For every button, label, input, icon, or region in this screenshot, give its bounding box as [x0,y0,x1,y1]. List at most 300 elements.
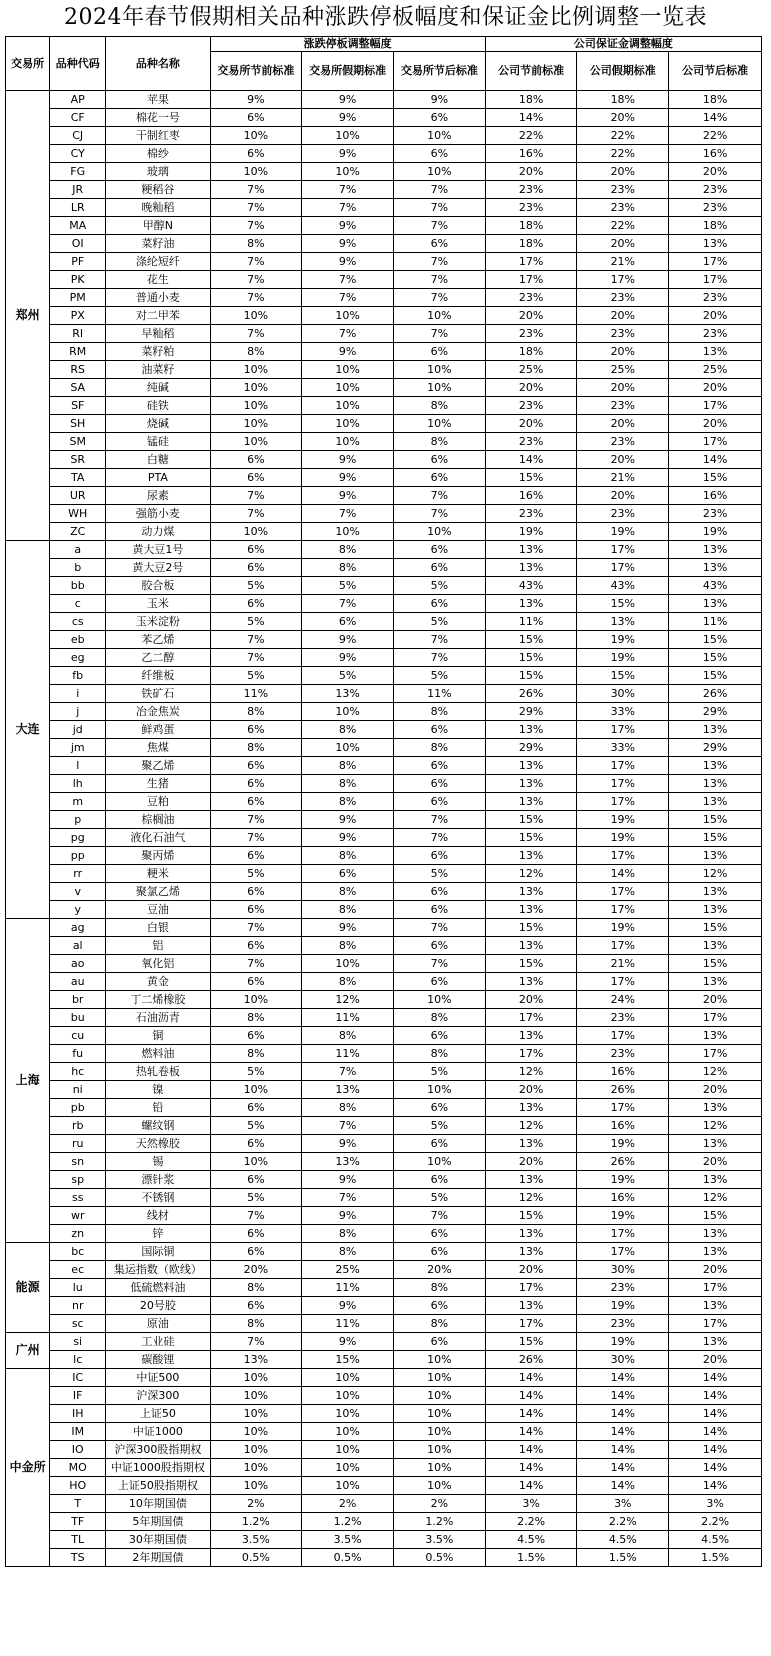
company-pre-cell: 29% [485,703,577,721]
company-holiday-cell: 19% [577,1333,669,1351]
code-cell: TS [50,1549,106,1567]
header-name: 品种名称 [106,37,210,91]
exchange-pre-cell: 8% [210,739,302,757]
table-body [6,91,762,1567]
company-post-cell: 29% [669,739,762,757]
table-row [6,1297,762,1315]
table-row [6,415,762,433]
table-row [6,1315,762,1333]
exchange-pre-cell: 10% [210,1423,302,1441]
code-cell: CJ [50,127,106,145]
exchange-cell: 能源 [6,1243,50,1333]
company-pre-cell: 12% [485,865,577,883]
exchange-pre-cell: 10% [210,307,302,325]
name-cell: 液化石油气 [106,829,210,847]
company-pre-cell: 13% [485,901,577,919]
name-cell: 菜籽油 [106,235,210,253]
exchange-holiday-cell: 5% [302,577,394,595]
table-row [6,181,762,199]
exchange-pre-cell: 6% [210,469,302,487]
exchange-holiday-cell: 8% [302,541,394,559]
exchange-post-cell: 10% [393,1405,485,1423]
name-cell: PTA [106,469,210,487]
name-cell: 2年期国债 [106,1549,210,1567]
code-cell: pb [50,1099,106,1117]
exchange-holiday-cell: 9% [302,811,394,829]
exchange-post-cell: 6% [393,1099,485,1117]
exchange-holiday-cell: 10% [302,361,394,379]
exchange-pre-cell: 0.5% [210,1549,302,1567]
company-holiday-cell: 19% [577,1171,669,1189]
company-holiday-cell: 16% [577,1189,669,1207]
exchange-post-cell: 7% [393,487,485,505]
company-holiday-cell: 17% [577,883,669,901]
exchange-post-cell: 5% [393,1117,485,1135]
company-holiday-cell: 21% [577,955,669,973]
table-row [6,145,762,163]
exchange-holiday-cell: 9% [302,1207,394,1225]
code-cell: ZC [50,523,106,541]
exchange-post-cell: 9% [393,91,485,109]
name-cell: 集运指数（欧线） [106,1261,210,1279]
exchange-holiday-cell: 8% [302,883,394,901]
exchange-pre-cell: 7% [210,217,302,235]
code-cell: IC [50,1369,106,1387]
exchange-holiday-cell: 12% [302,991,394,1009]
name-cell: 棕榈油 [106,811,210,829]
name-cell: 玉米 [106,595,210,613]
company-pre-cell: 13% [485,541,577,559]
exchange-pre-cell: 6% [210,1297,302,1315]
exchange-pre-cell: 10% [210,415,302,433]
exchange-post-cell: 8% [393,1045,485,1063]
exchange-holiday-cell: 10% [302,433,394,451]
name-cell: 黄大豆1号 [106,541,210,559]
exchange-holiday-cell: 1.2% [302,1513,394,1531]
exchange-holiday-cell: 9% [302,235,394,253]
name-cell: 白银 [106,919,210,937]
company-holiday-cell: 15% [577,595,669,613]
table-row [6,847,762,865]
exchange-holiday-cell: 9% [302,829,394,847]
table-row [6,523,762,541]
table-row [6,1369,762,1387]
exchange-post-cell: 7% [393,289,485,307]
company-holiday-cell: 15% [577,667,669,685]
table-row [6,379,762,397]
company-holiday-cell: 17% [577,721,669,739]
exchange-holiday-cell: 10% [302,1423,394,1441]
company-holiday-cell: 14% [577,865,669,883]
exchange-pre-cell: 10% [210,1405,302,1423]
exchange-pre-cell: 6% [210,847,302,865]
company-post-cell: 14% [669,1369,762,1387]
company-post-cell: 15% [669,955,762,973]
company-holiday-cell: 19% [577,523,669,541]
exchange-pre-cell: 7% [210,631,302,649]
code-cell: SR [50,451,106,469]
company-post-cell: 14% [669,1441,762,1459]
table-row [6,1027,762,1045]
name-cell: 碳酸锂 [106,1351,210,1369]
code-cell: au [50,973,106,991]
exchange-pre-cell: 7% [210,829,302,847]
exchange-pre-cell: 6% [210,559,302,577]
adjustment-table [5,36,762,1567]
company-pre-cell: 13% [485,973,577,991]
exchange-post-cell: 10% [393,991,485,1009]
company-pre-cell: 12% [485,1063,577,1081]
name-cell: 中证500 [106,1369,210,1387]
exchange-holiday-cell: 8% [302,721,394,739]
exchange-holiday-cell: 7% [302,1063,394,1081]
company-post-cell: 12% [669,865,762,883]
company-pre-cell: 23% [485,505,577,523]
exchange-holiday-cell: 10% [302,127,394,145]
code-cell: fu [50,1045,106,1063]
code-cell: l [50,757,106,775]
table-row [6,1387,762,1405]
exchange-pre-cell: 7% [210,811,302,829]
code-cell: bb [50,577,106,595]
company-holiday-cell: 23% [577,181,669,199]
exchange-cell: 大连 [6,541,50,919]
name-cell: 工业硅 [106,1333,210,1351]
exchange-holiday-cell: 10% [302,739,394,757]
table-row [6,631,762,649]
exchange-post-cell: 8% [393,1315,485,1333]
table-row [6,1261,762,1279]
exchange-post-cell: 10% [393,1459,485,1477]
exchange-holiday-cell: 10% [302,955,394,973]
table-row [6,1279,762,1297]
company-pre-cell: 15% [485,649,577,667]
code-cell: bu [50,1009,106,1027]
name-cell: 纤维板 [106,667,210,685]
code-cell: RM [50,343,106,361]
company-post-cell: 22% [669,127,762,145]
company-holiday-cell: 23% [577,397,669,415]
company-post-cell: 29% [669,703,762,721]
exchange-post-cell: 20% [393,1261,485,1279]
company-post-cell: 20% [669,1153,762,1171]
exchange-holiday-cell: 3.5% [302,1531,394,1549]
exchange-pre-cell: 5% [210,613,302,631]
company-holiday-cell: 19% [577,1297,669,1315]
company-post-cell: 12% [669,1063,762,1081]
exchange-pre-cell: 3.5% [210,1531,302,1549]
exchange-holiday-cell: 9% [302,217,394,235]
name-cell: 黄金 [106,973,210,991]
company-pre-cell: 20% [485,991,577,1009]
name-cell: 粳米 [106,865,210,883]
exchange-post-cell: 10% [393,1153,485,1171]
code-cell: TA [50,469,106,487]
exchange-pre-cell: 7% [210,253,302,271]
code-cell: c [50,595,106,613]
company-pre-cell: 14% [485,1405,577,1423]
exchange-pre-cell: 6% [210,145,302,163]
exchange-holiday-cell: 9% [302,631,394,649]
name-cell: 棉花一号 [106,109,210,127]
code-cell: lc [50,1351,106,1369]
table-row [6,1423,762,1441]
company-post-cell: 23% [669,181,762,199]
code-cell: SM [50,433,106,451]
table-row [6,865,762,883]
company-post-cell: 13% [669,541,762,559]
exchange-holiday-cell: 8% [302,901,394,919]
table-row [6,541,762,559]
exchange-holiday-cell: 13% [302,685,394,703]
code-cell: b [50,559,106,577]
company-pre-cell: 26% [485,685,577,703]
exchange-pre-cell: 7% [210,505,302,523]
name-cell: 豆油 [106,901,210,919]
code-cell: i [50,685,106,703]
company-post-cell: 15% [669,811,762,829]
company-holiday-cell: 22% [577,217,669,235]
exchange-post-cell: 10% [393,415,485,433]
exchange-post-cell: 5% [393,613,485,631]
company-post-cell: 26% [669,685,762,703]
table-row [6,1459,762,1477]
company-holiday-cell: 19% [577,1135,669,1153]
company-post-cell: 13% [669,757,762,775]
code-cell: PF [50,253,106,271]
table-row [6,199,762,217]
exchange-holiday-cell: 7% [302,505,394,523]
exchange-holiday-cell: 9% [302,343,394,361]
name-cell: 白糖 [106,451,210,469]
exchange-pre-cell: 8% [210,1045,302,1063]
company-post-cell: 17% [669,271,762,289]
company-holiday-cell: 19% [577,811,669,829]
exchange-post-cell: 10% [393,1441,485,1459]
exchange-pre-cell: 9% [210,91,302,109]
code-cell: SA [50,379,106,397]
company-holiday-cell: 23% [577,1045,669,1063]
company-post-cell: 17% [669,253,762,271]
company-holiday-cell: 23% [577,433,669,451]
company-pre-cell: 15% [485,829,577,847]
name-cell: 对二甲苯 [106,307,210,325]
company-post-cell: 15% [669,1207,762,1225]
company-holiday-cell: 23% [577,325,669,343]
exchange-holiday-cell: 8% [302,1225,394,1243]
header-exchange-pre: 交易所节前标准 [210,52,302,91]
table-row [6,109,762,127]
table-row [6,1063,762,1081]
exchange-holiday-cell: 11% [302,1045,394,1063]
code-cell: ec [50,1261,106,1279]
exchange-pre-cell: 5% [210,1189,302,1207]
table-row [6,487,762,505]
exchange-pre-cell: 6% [210,541,302,559]
exchange-pre-cell: 6% [210,721,302,739]
table-row [6,919,762,937]
name-cell: 铝 [106,937,210,955]
company-post-cell: 4.5% [669,1531,762,1549]
company-holiday-cell: 1.5% [577,1549,669,1567]
company-pre-cell: 1.5% [485,1549,577,1567]
company-pre-cell: 17% [485,1045,577,1063]
company-pre-cell: 13% [485,937,577,955]
exchange-post-cell: 7% [393,217,485,235]
name-cell: 国际铜 [106,1243,210,1261]
company-holiday-cell: 23% [577,289,669,307]
code-cell: a [50,541,106,559]
company-post-cell: 17% [669,1315,762,1333]
name-cell: 聚氯乙烯 [106,883,210,901]
page-title: 2024年春节假期相关品种涨跌停板幅度和保证金比例调整一览表 [64,5,707,30]
exchange-post-cell: 6% [393,937,485,955]
company-post-cell: 20% [669,1351,762,1369]
header-limit-group: 涨跌停板调整幅度 [210,37,485,52]
exchange-pre-cell: 10% [210,1081,302,1099]
exchange-pre-cell: 5% [210,577,302,595]
name-cell: 线材 [106,1207,210,1225]
exchange-holiday-cell: 10% [302,1441,394,1459]
code-cell: ss [50,1189,106,1207]
code-cell: ni [50,1081,106,1099]
code-cell: FG [50,163,106,181]
exchange-post-cell: 6% [393,451,485,469]
exchange-holiday-cell: 6% [302,613,394,631]
exchange-pre-cell: 6% [210,109,302,127]
code-cell: UR [50,487,106,505]
exchange-pre-cell: 6% [210,1027,302,1045]
company-pre-cell: 25% [485,361,577,379]
exchange-pre-cell: 6% [210,1171,302,1189]
table-row [6,1117,762,1135]
exchange-holiday-cell: 7% [302,271,394,289]
code-cell: SF [50,397,106,415]
name-cell: 沪深300 [106,1387,210,1405]
table-row [6,1531,762,1549]
name-cell: 铜 [106,1027,210,1045]
code-cell: IO [50,1441,106,1459]
company-post-cell: 13% [669,559,762,577]
code-cell: TL [50,1531,106,1549]
company-post-cell: 15% [669,667,762,685]
table-row [6,235,762,253]
exchange-holiday-cell: 9% [302,919,394,937]
company-holiday-cell: 17% [577,271,669,289]
code-cell: si [50,1333,106,1351]
exchange-pre-cell: 5% [210,1117,302,1135]
company-post-cell: 20% [669,379,762,397]
company-pre-cell: 17% [485,1009,577,1027]
exchange-post-cell: 6% [393,343,485,361]
code-cell: ru [50,1135,106,1153]
code-cell: sp [50,1171,106,1189]
table-row [6,163,762,181]
code-cell: PM [50,289,106,307]
exchange-post-cell: 6% [393,883,485,901]
company-post-cell: 13% [669,235,762,253]
company-pre-cell: 18% [485,235,577,253]
company-holiday-cell: 14% [577,1441,669,1459]
company-post-cell: 23% [669,289,762,307]
company-holiday-cell: 17% [577,559,669,577]
exchange-pre-cell: 6% [210,1099,302,1117]
company-pre-cell: 13% [485,1243,577,1261]
company-pre-cell: 20% [485,1261,577,1279]
name-cell: 中证1000股指期权 [106,1459,210,1477]
company-pre-cell: 2.2% [485,1513,577,1531]
code-cell: RI [50,325,106,343]
name-cell: 油菜籽 [106,361,210,379]
company-pre-cell: 13% [485,595,577,613]
company-pre-cell: 12% [485,1117,577,1135]
name-cell: 豆粕 [106,793,210,811]
company-holiday-cell: 2.2% [577,1513,669,1531]
company-holiday-cell: 18% [577,91,669,109]
exchange-post-cell: 6% [393,721,485,739]
code-cell: TF [50,1513,106,1531]
exchange-pre-cell: 6% [210,775,302,793]
company-pre-cell: 16% [485,145,577,163]
exchange-pre-cell: 6% [210,1135,302,1153]
company-pre-cell: 16% [485,487,577,505]
exchange-holiday-cell: 10% [302,1405,394,1423]
company-pre-cell: 12% [485,1189,577,1207]
company-post-cell: 20% [669,163,762,181]
code-cell: SH [50,415,106,433]
company-pre-cell: 15% [485,667,577,685]
exchange-post-cell: 10% [393,127,485,145]
company-post-cell: 16% [669,145,762,163]
company-holiday-cell: 17% [577,937,669,955]
code-cell: j [50,703,106,721]
name-cell: 热轧卷板 [106,1063,210,1081]
name-cell: 甲醇N [106,217,210,235]
exchange-post-cell: 8% [393,703,485,721]
exchange-pre-cell: 6% [210,1225,302,1243]
company-holiday-cell: 26% [577,1081,669,1099]
company-pre-cell: 20% [485,1153,577,1171]
company-pre-cell: 13% [485,793,577,811]
exchange-holiday-cell: 10% [302,397,394,415]
exchange-holiday-cell: 11% [302,1315,394,1333]
company-post-cell: 17% [669,1045,762,1063]
company-holiday-cell: 17% [577,1225,669,1243]
company-pre-cell: 18% [485,343,577,361]
company-pre-cell: 15% [485,1207,577,1225]
company-holiday-cell: 23% [577,1279,669,1297]
name-cell: 上证50股指期权 [106,1477,210,1495]
exchange-post-cell: 11% [393,685,485,703]
company-holiday-cell: 19% [577,829,669,847]
name-cell: 乙二醇 [106,649,210,667]
table-row [6,253,762,271]
exchange-pre-cell: 6% [210,901,302,919]
code-cell: jm [50,739,106,757]
exchange-holiday-cell: 9% [302,109,394,127]
company-pre-cell: 20% [485,307,577,325]
exchange-holiday-cell: 8% [302,973,394,991]
company-post-cell: 14% [669,1477,762,1495]
exchange-pre-cell: 5% [210,667,302,685]
company-pre-cell: 13% [485,1099,577,1117]
company-post-cell: 2.2% [669,1513,762,1531]
name-cell: 玻璃 [106,163,210,181]
exchange-post-cell: 10% [393,1387,485,1405]
name-cell: 石油沥青 [106,1009,210,1027]
company-pre-cell: 17% [485,1279,577,1297]
company-pre-cell: 14% [485,109,577,127]
